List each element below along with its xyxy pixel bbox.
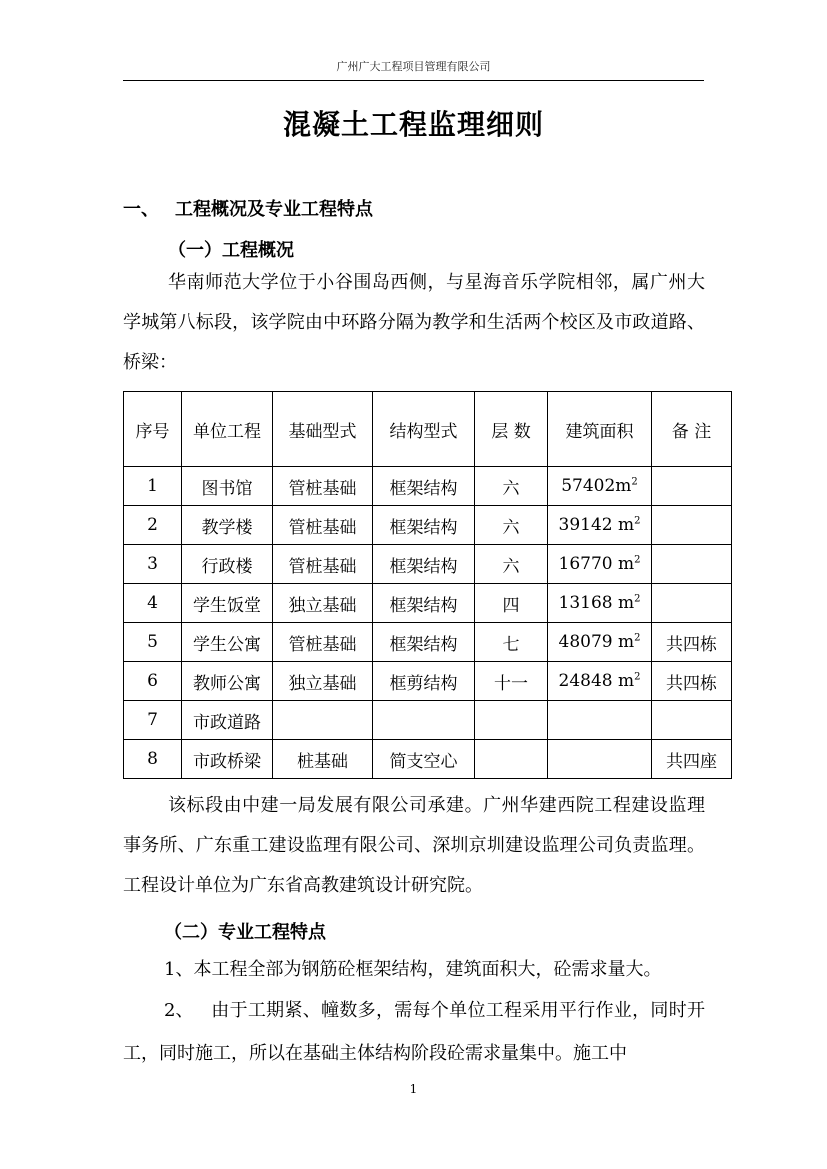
area-value: 16770 [558,554,618,574]
section-heading-1 [123,195,373,221]
cell-unit: 学生饭堂 [182,584,273,623]
cell-area [548,701,652,740]
cell-structure: 框架结构 [373,506,475,545]
cell-note [652,467,732,506]
cell-note: 共四栋 [652,623,732,662]
cell-structure: 简支空心 [373,740,475,779]
cell-foundation: 管桩基础 [273,623,373,662]
cell-note [652,584,732,623]
cell-area [548,506,652,545]
cell-no: 3 [124,545,182,584]
area-unit: m [617,632,635,652]
table-row [124,623,732,662]
cell-area [548,584,652,623]
col-header-floors: 层 数 [475,392,548,467]
cell-unit: 图书馆 [182,467,273,506]
cell-structure: 框架结构 [373,545,475,584]
table-row [124,740,732,779]
area-value: 48079 [558,632,618,652]
cell-note: 共四座 [652,740,732,779]
cell-no: 1 [124,467,182,506]
area-unit: m [617,671,635,691]
cell-floors: 六 [475,467,548,506]
area-unit: m [617,593,635,613]
cell-unit: 教学楼 [182,506,273,545]
cell-foundation: 管桩基础 [273,506,373,545]
cell-foundation: 管桩基础 [273,545,373,584]
table-row [124,506,732,545]
cell-unit: 行政楼 [182,545,273,584]
col-header-structure: 结构型式 [373,392,475,467]
area-value: 13168 [558,593,618,613]
subsection-heading-features: （二）专业工程特点 [164,922,326,943]
area-value: 24848 [558,671,618,691]
cell-area [548,662,652,701]
cell-unit: 教师公寓 [182,662,273,701]
area-value: 57402 [561,476,616,496]
table-row [124,701,732,740]
cell-unit: 市政道路 [182,701,273,740]
cell-no: 5 [124,623,182,662]
cell-area [548,623,652,662]
col-header-no: 序号 [124,392,182,467]
cell-area [548,740,652,779]
feature-item-1: 1、本工程全部为钢筋砼框架结构，建筑面积大，砼需求量大。 [164,959,662,980]
document-title: 混凝土工程监理细则 [282,108,544,141]
cell-foundation: 独立基础 [273,584,373,623]
cell-no: 6 [124,662,182,701]
col-header-area: 建筑面积 [548,392,652,467]
cell-foundation: 管桩基础 [273,467,373,506]
col-header-note: 备 注 [652,392,732,467]
cell-no: 2 [124,506,182,545]
area-unit-exponent: 2 [634,593,641,605]
cell-floors: 六 [475,545,548,584]
cell-structure: 框架结构 [373,467,475,506]
feature-item-2-text: 由于工期紧、幢数多，需每个单位工程采用平行作业，同时开工，同时施工，所以在基础主体结构阶段砼需求量集中。施工中 [123,1000,705,1064]
cell-area [548,545,652,584]
cell-area [548,467,652,506]
col-header-foundation: 基础型式 [273,392,373,467]
subsection-heading-overview: （一）工程概况 [168,240,294,261]
area-unit-exponent: 2 [631,476,638,488]
cell-structure: 框架结构 [373,623,475,662]
cell-floors: 四 [475,584,548,623]
page-number: 1 [409,1082,418,1096]
header-rule [123,80,704,81]
cell-foundation: 桩基础 [273,740,373,779]
table-row [124,584,732,623]
project-units-table [123,391,732,779]
cell-unit: 学生公寓 [182,623,273,662]
cell-unit: 市政桥梁 [182,740,273,779]
cell-no: 7 [124,701,182,740]
area-unit: m [615,476,632,496]
area-unit: m [617,554,635,574]
table-row [124,662,732,701]
cell-no: 8 [124,740,182,779]
cell-floors [475,740,548,779]
cell-floors: 七 [475,623,548,662]
page-header: 广州广大工程项目管理有限公司 [336,60,491,73]
cell-floors: 十一 [475,662,548,701]
col-header-unit: 单位工程 [182,392,273,467]
intro-paragraph: 华南师范大学位于小谷围岛西侧，与星海音乐学院相邻，属广州大学城第八标段，该学院由中环路分隔为教学和生活两个校区及市政道路、桥梁： [123,272,705,373]
cell-note [652,545,732,584]
cell-structure: 框剪结构 [373,662,475,701]
cell-note [652,701,732,740]
area-unit-exponent: 2 [634,515,641,527]
area-unit-exponent: 2 [634,671,641,683]
contractor-paragraph: 该标段由中建一局发展有限公司承建。广州华建西院工程建设监理事务所、广东重工建设监理有限公司、深圳京圳建设监理公司负责监理。工程设计单位为广东省高教建筑设计研究院。 [123,795,705,896]
cell-structure: 框架结构 [373,584,475,623]
section-number: 一、 [123,199,159,220]
feature-item-2 [123,989,705,1075]
cell-foundation [273,701,373,740]
cell-note [652,506,732,545]
area-unit-exponent: 2 [634,554,641,566]
area-unit: m [617,515,635,535]
cell-foundation: 独立基础 [273,662,373,701]
cell-floors [475,701,548,740]
area-value: 39142 [558,515,618,535]
cell-floors: 六 [475,506,548,545]
cell-no: 4 [124,584,182,623]
table-row [124,545,732,584]
feature-item-2-number: 2、 [164,1000,194,1021]
cell-note: 共四栋 [652,662,732,701]
table-header-row [124,392,732,467]
area-unit-exponent: 2 [634,632,641,644]
section-title: 工程概况及专业工程特点 [175,199,373,220]
cell-structure [373,701,475,740]
table-row [124,467,732,506]
